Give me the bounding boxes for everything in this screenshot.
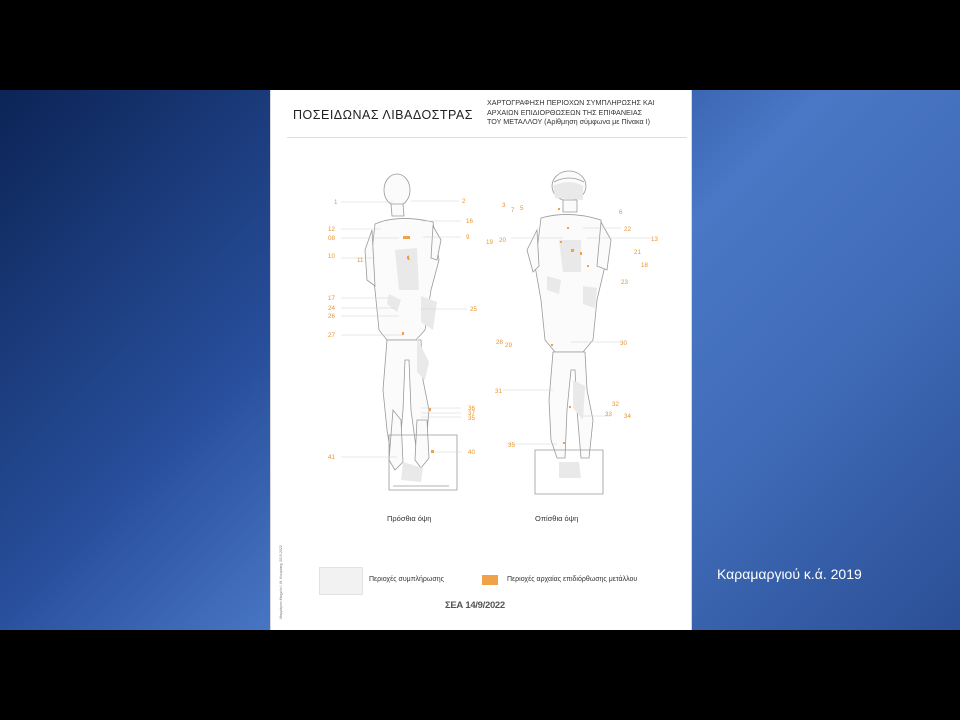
document-title: ΠΟΣΕΙΔΩΝΑΣ ΛΙΒΑΔΟΣΤΡΑΣ bbox=[293, 108, 474, 122]
document-page bbox=[270, 90, 692, 630]
legend-repair-label: Περιοχές αρχαίας επιδιόρθωσης μετάλλου bbox=[507, 576, 638, 583]
back-label: 21 bbox=[634, 249, 641, 256]
front-label: 26 bbox=[328, 313, 335, 320]
back-label: 34 bbox=[624, 413, 631, 420]
front-statue-figure bbox=[365, 174, 457, 490]
back-label: 35 bbox=[508, 442, 515, 449]
side-note-text: Μαρμάρινο Μνημείο Ι. Μ. Κουφάκης 2019-2022 bbox=[278, 545, 283, 619]
front-label: 11 bbox=[357, 257, 364, 264]
letterbox-bottom bbox=[0, 630, 960, 720]
front-label: 1 bbox=[407, 255, 411, 262]
front-label: 17 bbox=[328, 295, 335, 302]
back-label: 6 bbox=[619, 209, 623, 216]
back-label: 23 bbox=[621, 279, 628, 286]
back-view-label: Οπίσθια όψη bbox=[535, 514, 579, 523]
back-statue-figure bbox=[527, 171, 611, 494]
front-label: 10 bbox=[328, 253, 335, 260]
back-label: 29 bbox=[505, 342, 512, 349]
back-label: 28 bbox=[496, 339, 503, 346]
front-label: 2 bbox=[462, 198, 466, 205]
front-label: 16 bbox=[466, 218, 473, 225]
legend-fill-label: Περιοχές συμπλήρωσης bbox=[369, 576, 444, 583]
front-label: 12 bbox=[328, 226, 335, 233]
letterbox-top bbox=[0, 0, 960, 90]
back-label: 19 bbox=[486, 239, 493, 246]
subtitle-line: ΤΟΥ ΜΕΤΑΛΛΟΥ (Αρίθμηση σύμφωνα με Πίνακα Ι) bbox=[487, 117, 651, 126]
back-label: 3 bbox=[502, 202, 506, 209]
front-view-label: Πρόσθια όψη bbox=[387, 514, 432, 523]
back-label: 30 bbox=[620, 340, 627, 347]
front-label: 40 bbox=[468, 449, 475, 456]
back-label: 13 bbox=[651, 236, 658, 243]
front-label: 08 bbox=[328, 235, 335, 242]
side-note bbox=[274, 546, 286, 626]
back-label: 22 bbox=[624, 226, 631, 233]
front-label: 1 bbox=[334, 199, 338, 206]
subtitle-line: ΑΡΧΑΙΩΝ ΕΠΙΔΙΟΡΘΩΣΕΩΝ ΤΗΣ ΕΠΙΦΑΝΕΙΑΣ bbox=[487, 107, 643, 117]
legend-repair-swatch bbox=[482, 575, 498, 585]
back-label: 20 bbox=[499, 237, 506, 244]
citation-text: Καραμαργιού κ.ά. 2019 bbox=[717, 566, 862, 582]
subtitle-line: ΧΑΡΤΟΓΡΑΦΗΣΗ ΠΕΡΙΟΧΩΝ ΣΥΜΠΛΗΡΩΣΗΣ ΚΑΙ bbox=[487, 98, 655, 107]
back-label: 31 bbox=[495, 388, 502, 395]
date-stamp: ΣΕΑ 14/9/2022 bbox=[445, 600, 505, 611]
front-label: 41 bbox=[328, 454, 335, 461]
front-label: 27 bbox=[328, 332, 335, 339]
back-label: 5 bbox=[520, 205, 524, 212]
front-label: 25 bbox=[470, 306, 477, 313]
front-label: 24 bbox=[328, 305, 335, 312]
back-label: 32 bbox=[612, 401, 619, 408]
front-label: 37 bbox=[468, 410, 475, 417]
back-label: 18 bbox=[641, 262, 648, 269]
front-label: 9 bbox=[466, 234, 470, 241]
statue-drawing bbox=[271, 90, 691, 630]
front-label: 36 bbox=[468, 405, 475, 412]
legend-fill-swatch bbox=[319, 567, 363, 595]
back-label: 33 bbox=[605, 411, 612, 418]
back-label: 7 bbox=[511, 207, 515, 214]
front-label: 35 bbox=[468, 415, 475, 422]
